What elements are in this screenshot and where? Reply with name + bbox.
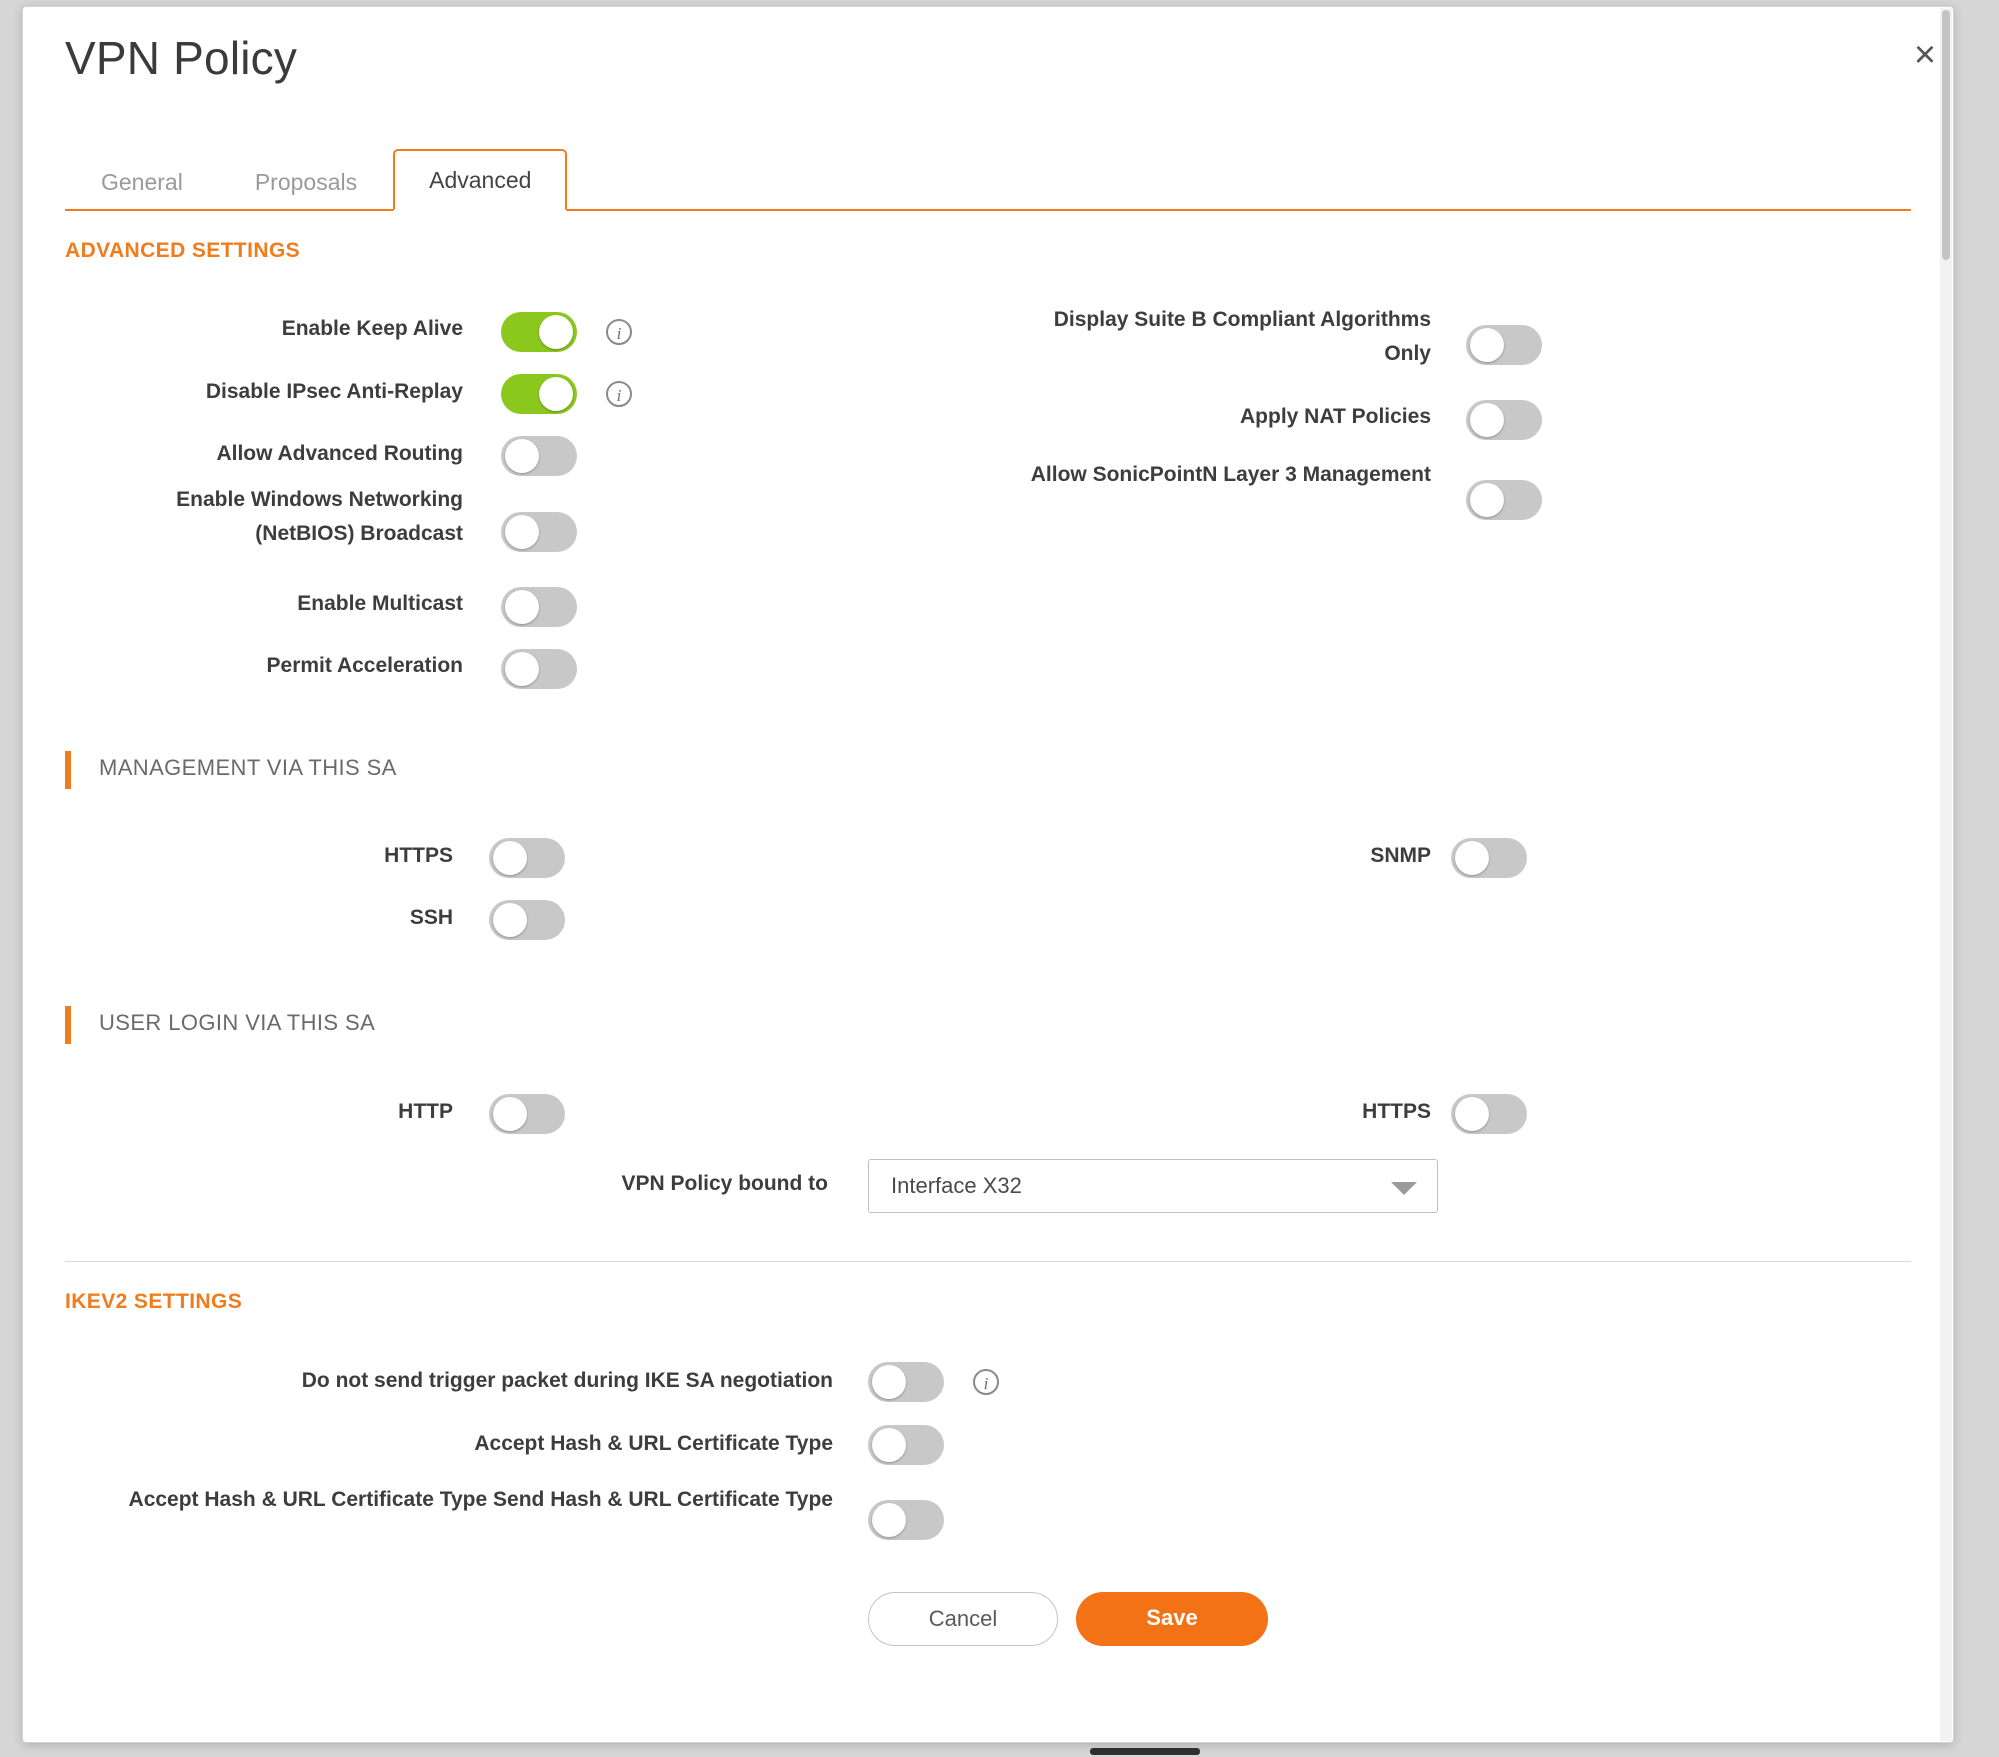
toggle-knob xyxy=(1470,328,1504,362)
toggle-allow-advanced-routing[interactable] xyxy=(501,436,577,476)
toggle-knob xyxy=(505,439,539,473)
toggle-knob xyxy=(872,1365,906,1399)
toggle-knob xyxy=(872,1503,906,1537)
vpn-policy-dialog xyxy=(22,6,1954,1743)
toggle-knob xyxy=(1470,483,1504,517)
user-login-sa-heading: USER LOGIN VIA THIS SA xyxy=(65,1010,375,1036)
label-enable-windows-networking: Enable Windows Networking (NetBIOS) Broadcast xyxy=(176,488,463,545)
tab-proposals[interactable]: Proposals xyxy=(254,169,358,195)
toggle-knob xyxy=(872,1428,906,1462)
management-sa-heading: MANAGEMENT VIA THIS SA xyxy=(65,755,397,781)
toggle-knob xyxy=(493,1097,527,1131)
toggle-management-https[interactable] xyxy=(489,838,565,878)
save-button[interactable]: Save xyxy=(1076,1592,1268,1646)
toggle-knob xyxy=(1470,403,1504,437)
label-enable-multicast: Enable Multicast xyxy=(297,592,463,615)
info-icon-enable-keep-alive[interactable]: i xyxy=(606,319,632,345)
label-enable-keep-alive: Enable Keep Alive xyxy=(281,317,463,340)
label-permit-acceleration: Permit Acceleration xyxy=(266,654,463,677)
divider xyxy=(65,1261,1911,1262)
toggle-no-trigger-packet[interactable] xyxy=(868,1362,944,1402)
select-vpn-policy-bound-to[interactable] xyxy=(868,1159,1438,1213)
label-allow-advanced-routing: Allow Advanced Routing xyxy=(216,442,463,465)
toggle-management-snmp[interactable] xyxy=(1451,838,1527,878)
toggle-knob xyxy=(1455,841,1489,875)
label-management-https: HTTPS xyxy=(384,844,453,867)
label-display-suite-b: Display Suite B Compliant Algorithms Only xyxy=(1053,308,1431,365)
tab-bar xyxy=(65,147,1911,211)
scrollbar-thumb[interactable] xyxy=(1942,10,1950,260)
info-icon-disable-ipsec-anti-replay[interactable]: i xyxy=(606,381,632,407)
toggle-management-ssh[interactable] xyxy=(489,900,565,940)
close-icon[interactable]: × xyxy=(1913,34,1937,76)
label-disable-ipsec-anti-replay: Disable IPsec Anti-Replay xyxy=(205,380,463,403)
horizontal-scrollbar[interactable] xyxy=(1090,1748,1200,1755)
label-accept-send-hash-url-cert: Accept Hash & URL Certificate Type Send Hash & URL Certificate Type xyxy=(128,1488,833,1511)
toggle-knob xyxy=(539,315,573,349)
label-user-login-http: HTTP xyxy=(398,1100,453,1123)
toggle-accept-send-hash-url-cert[interactable] xyxy=(868,1500,944,1540)
select-value: Interface X32 xyxy=(891,1173,1022,1198)
toggle-display-suite-b[interactable] xyxy=(1466,325,1542,365)
label-apply-nat-policies: Apply NAT Policies xyxy=(1240,405,1431,428)
toggle-user-login-https[interactable] xyxy=(1451,1094,1527,1134)
toggle-knob xyxy=(493,903,527,937)
label-management-snmp: SNMP xyxy=(1370,844,1431,867)
toggle-enable-windows-networking[interactable] xyxy=(501,512,577,552)
toggle-user-login-http[interactable] xyxy=(489,1094,565,1134)
tab-advanced[interactable]: Advanced xyxy=(393,149,567,211)
chevron-down-icon xyxy=(1391,1182,1417,1195)
advanced-settings-heading: ADVANCED SETTINGS xyxy=(65,239,301,262)
page-title: VPN Policy xyxy=(65,32,298,84)
label-allow-sonicpointn-l3: Allow SonicPointN Layer 3 Management xyxy=(1030,463,1431,486)
toggle-knob xyxy=(505,652,539,686)
toggle-apply-nat-policies[interactable] xyxy=(1466,400,1542,440)
label-vpn-policy-bound-to: VPN Policy bound to xyxy=(621,1172,828,1195)
tab-general[interactable]: General xyxy=(101,169,183,195)
toggle-disable-ipsec-anti-replay[interactable] xyxy=(501,374,577,414)
toggle-knob xyxy=(1455,1097,1489,1131)
toggle-enable-keep-alive[interactable] xyxy=(501,312,577,352)
info-icon-no-trigger-packet[interactable]: i xyxy=(973,1369,999,1395)
cancel-button[interactable]: Cancel xyxy=(868,1592,1058,1646)
vertical-scrollbar[interactable] xyxy=(1940,8,1952,1741)
label-user-login-https: HTTPS xyxy=(1362,1100,1431,1123)
label-no-trigger-packet: Do not send trigger packet during IKE SA negotiation xyxy=(301,1369,833,1392)
toggle-enable-multicast[interactable] xyxy=(501,587,577,627)
toggle-knob xyxy=(505,590,539,624)
label-accept-hash-url-cert: Accept Hash & URL Certificate Type xyxy=(474,1432,833,1455)
ikev2-settings-heading: IKEV2 SETTINGS xyxy=(65,1290,243,1313)
toggle-knob xyxy=(505,515,539,549)
label-management-ssh: SSH xyxy=(409,906,453,929)
toggle-knob xyxy=(493,841,527,875)
toggle-knob xyxy=(539,377,573,411)
toggle-permit-acceleration[interactable] xyxy=(501,649,577,689)
toggle-allow-sonicpointn-l3[interactable] xyxy=(1466,480,1542,520)
toggle-accept-hash-url-cert[interactable] xyxy=(868,1425,944,1465)
